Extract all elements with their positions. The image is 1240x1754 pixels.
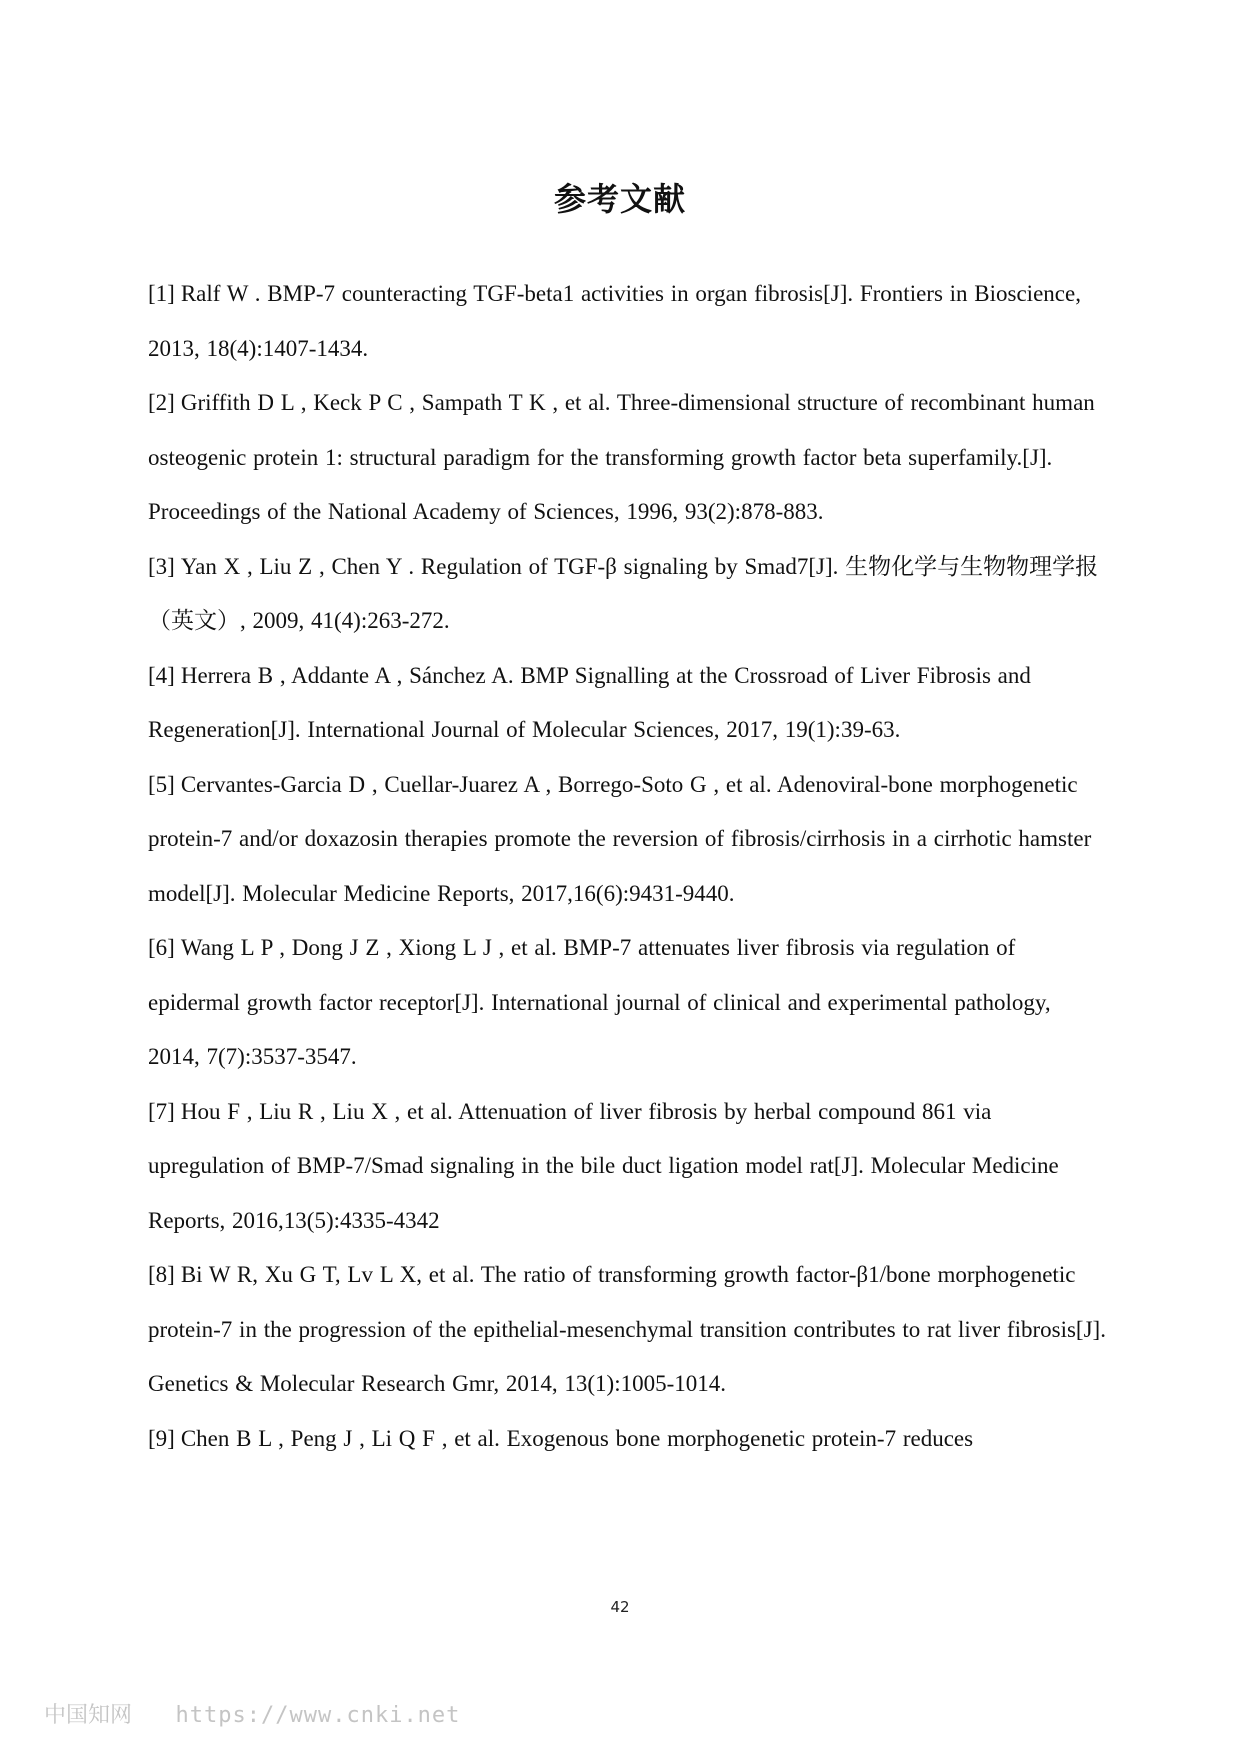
page-number: 42 <box>610 1598 630 1616</box>
reference-number: [4] <box>148 662 175 688</box>
reference-item-6 <box>148 921 1108 1085</box>
reference-text: Yan X , Liu Z , Chen Y . Regulation of TGF-β signaling by Smad7[J]. 生物化学与生物物理学报（英文）, 2009, 41(4):263-272. <box>148 553 1099 633</box>
reference-text: Herrera B , Addante A , Sánchez A. BMP Signalling at the Crossroad of Liver Fibrosis and Regeneration[J]. International Journal of Molecular Sciences, 2017, 19(1):39-63. <box>148 662 1031 742</box>
reference-item-4 <box>148 649 1108 758</box>
page-title: 参考文献 <box>553 180 686 219</box>
reference-text: Wang L P , Dong J Z , Xiong L J , et al. BMP-7 attenuates liver fibrosis via regulation of epidermal growth factor receptor[J]. International journal of clinical and experimental pathology, 2014, 7(7):3537-3547. <box>148 935 1051 1069</box>
watermark-name: 中国知网 <box>44 1703 133 1728</box>
reference-number: [8] <box>148 1262 175 1287</box>
reference-text: Bi W R, Xu G T, Lv L X, et al. The ratio of transforming growth factor-β1/bone morphogenetic protein-7 in the progression of the epithelial-mesenchymal transition contributes to rat liver fibrosis[J]. Genetics & Molecular Research Gmr, 2014, 13(1):1005-1014. <box>148 1262 1106 1396</box>
watermark <box>44 1698 460 1729</box>
reference-text: Cervantes-Garcia D , Cuellar-Juarez A , Borrego-Soto G , et al. Adenoviral-bone morphogenetic protein-7 and/or doxazosin therapies promote the reversion of fibrosis/cirrhosis in a cirrhotic hamster model[J]. Molecular Medicine Reports, 2017,16(6):9431-9440. <box>148 771 1092 906</box>
reference-text: Hou F , Liu R , Liu X , et al. Attenuation of liver fibrosis by herbal compound 861 via upregulation of BMP-7/Smad signaling in the bile duct ligation model rat[J]. Molecular Medicine Reports, 2016,13(5):4335-4342 <box>148 1098 1059 1233</box>
reference-number: [6] <box>148 935 175 960</box>
reference-item-8 <box>148 1248 1108 1412</box>
reference-number: [1] <box>148 281 175 306</box>
reference-item-2 <box>148 376 1108 540</box>
reference-item-9 <box>148 1412 1108 1467</box>
reference-number: [5] <box>148 771 175 797</box>
reference-item-3 <box>148 540 1108 649</box>
reference-number: [3] <box>148 553 175 579</box>
reference-number: [7] <box>148 1098 175 1124</box>
reference-text: Ralf W . BMP-7 counteracting TGF-beta1 activities in organ fibrosis[J]. Frontiers in Bioscience, 2013, 18(4):1407-1434. <box>148 281 1081 361</box>
reference-number: [9] <box>148 1425 175 1451</box>
watermark-url: https://www.cnki.net <box>175 1703 461 1728</box>
reference-number: [2] <box>148 390 175 415</box>
reference-list <box>148 267 1108 1466</box>
reference-item-5 <box>148 758 1108 922</box>
reference-text: Chen B L , Peng J , Li Q F , et al. Exogenous bone morphogenetic protein-7 reduces <box>180 1425 974 1451</box>
reference-item-1 <box>148 267 1108 376</box>
reference-text: Griffith D L , Keck P C , Sampath T K , et al. Three-dimensional structure of recombinant human osteogenic protein 1: structural paradigm for the transforming growth factor beta superfamily.[J]. Proceedings of the National Academy of Sciences, 1996, 93(2):878-883. <box>148 390 1095 524</box>
reference-item-7 <box>148 1085 1108 1249</box>
